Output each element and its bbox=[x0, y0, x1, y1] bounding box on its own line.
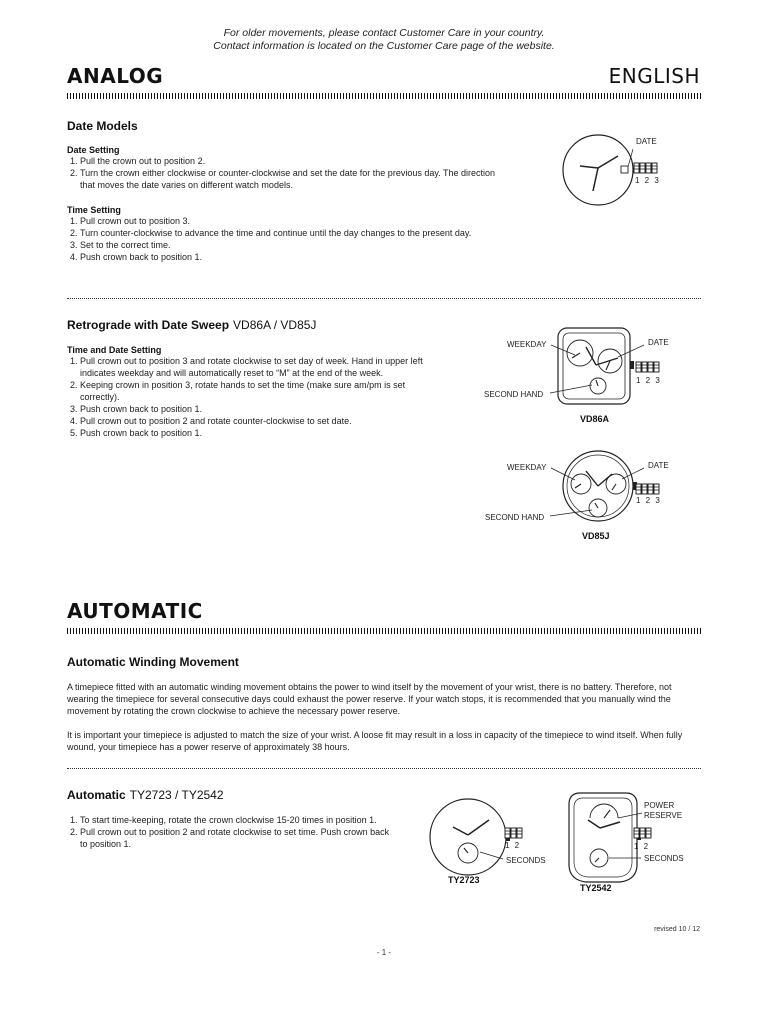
list-item: 2. Turn counter-clockwise to advance the time and continue until the day changes to the present day. bbox=[80, 227, 477, 239]
crown-icon bbox=[636, 362, 659, 372]
watch-case bbox=[569, 793, 637, 882]
automatic-ty-heading bbox=[67, 788, 224, 802]
list-item: 3. Push crown back to position 1. bbox=[80, 403, 437, 415]
automatic-ty-title: Automatic bbox=[67, 788, 126, 802]
winding-paragraph-1: A timepiece fitted with an automatic winding movement obtains the power to wind itself by the movement of your wrist, there is no battery. Therefore, not wearing the timepiece for several consecutive days could exhaust the power reserve. If your watch stops, it is recommended that you manually wind the movement by rotating the crown clockwise to achieve the necessary power reserve. bbox=[67, 682, 672, 717]
crown-positions: 1 2 3 bbox=[636, 376, 662, 385]
ty-steps bbox=[67, 814, 397, 850]
time-date-setting-label: Time and Date Setting bbox=[67, 345, 162, 355]
dotted-divider bbox=[67, 298, 701, 299]
crown-positions: 1 2 bbox=[634, 842, 650, 851]
section-ruler bbox=[67, 628, 701, 634]
list-item: 4. Pull crown out to position 2 and rotate counter-clockwise to set date. bbox=[80, 415, 437, 427]
retrograde-title: Retrograde with Date Sweep bbox=[67, 318, 230, 332]
date-label: DATE bbox=[648, 461, 669, 470]
list-item: 1. Pull crown out to position 3. bbox=[80, 215, 477, 227]
revision-note: revised 10 / 12 bbox=[654, 926, 700, 933]
hour-hand bbox=[453, 827, 468, 835]
retrograde-heading bbox=[67, 318, 316, 332]
crown-icon bbox=[634, 828, 651, 838]
page-number: - 1 - bbox=[376, 948, 392, 957]
section-ruler bbox=[67, 93, 701, 99]
date-label: DATE bbox=[648, 338, 669, 347]
list-item: 1. To start time-keeping, rotate the crown clockwise 15-20 times in position 1. bbox=[80, 814, 397, 826]
crown-icon bbox=[505, 828, 522, 838]
notice-line-1: For older movements, please contact Customer Care in your country. bbox=[223, 27, 545, 39]
list-item: 2. Keeping crown in position 3, rotate hands to set the time (make sure am/pm is set correctly). bbox=[80, 379, 437, 403]
list-item: 5. Push crown back to position 1. bbox=[80, 427, 437, 439]
date-window bbox=[621, 166, 628, 173]
time-setting-block bbox=[67, 205, 477, 263]
crown-positions: 1 2 3 bbox=[635, 176, 661, 185]
crown-positions: 1 2 3 bbox=[636, 496, 662, 505]
retrograde-models: VD86A / VD85J bbox=[233, 318, 317, 332]
date-models-heading: Date Models bbox=[67, 119, 138, 133]
time-setting-label: Time Setting bbox=[67, 205, 121, 215]
dotted-divider bbox=[67, 768, 701, 769]
hour-hand bbox=[588, 820, 600, 828]
model-label: VD86A bbox=[580, 414, 610, 424]
date-setting-label: Date Setting bbox=[67, 145, 120, 155]
model-label: TY2723 bbox=[448, 875, 480, 885]
ty-steps-block bbox=[67, 814, 397, 850]
automatic-section-title: AUTOMATIC bbox=[67, 599, 203, 623]
time-date-setting-steps bbox=[67, 355, 437, 439]
power-reserve-indicator bbox=[590, 804, 618, 818]
minute-hand bbox=[600, 822, 620, 828]
ty2723-watch-figure bbox=[425, 795, 555, 895]
crown-positions: 1 2 bbox=[505, 841, 521, 850]
time-date-setting-block bbox=[67, 345, 437, 439]
winding-paragraph-2: It is important your timepiece is adjusted to match the size of your wrist. A loose fit may result in a loss in capacity of the timepiece to wind itself. When fully wound, your timepiece has a power reserve of approximately 38 hours. bbox=[67, 730, 683, 753]
top-notice bbox=[0, 27, 768, 53]
weekday-label: WEEKDAY bbox=[507, 340, 547, 349]
seconds-label: SECONDS bbox=[644, 854, 684, 863]
second-hand-label: SECOND HAND bbox=[485, 513, 545, 522]
vd85j-watch-figure bbox=[478, 448, 688, 548]
list-item: 1. Pull the crown out to position 2. bbox=[80, 155, 497, 167]
second-hand-label: SECOND HAND bbox=[484, 390, 544, 399]
power-reserve-label-line1: POWER bbox=[644, 801, 675, 810]
list-item: 3. Set to the correct time. bbox=[80, 239, 477, 251]
minute-hand bbox=[598, 156, 618, 168]
automatic-ty-models: TY2723 / TY2542 bbox=[129, 788, 224, 802]
analog-section-title: ANALOG bbox=[67, 64, 164, 88]
notice-line-2: Contact information is located on the Customer Care page of the website. bbox=[213, 40, 555, 52]
second-hand bbox=[593, 168, 598, 191]
list-item: 4. Push crown back to position 1. bbox=[80, 251, 477, 263]
weekday-label: WEEKDAY bbox=[507, 463, 547, 472]
hour-hand bbox=[580, 166, 598, 168]
date-model-watch-figure bbox=[550, 128, 680, 208]
watch-dial bbox=[574, 798, 632, 877]
minute-hand bbox=[468, 820, 489, 835]
model-label: TY2542 bbox=[580, 883, 612, 893]
date-setting-steps bbox=[67, 155, 497, 191]
crown bbox=[630, 361, 634, 369]
power-reserve-label-line2: RESERVE bbox=[644, 811, 683, 820]
language-label: ENGLISH bbox=[608, 64, 700, 88]
time-setting-steps bbox=[67, 215, 477, 263]
list-item: 2. Turn the crown either clockwise or counter-clockwise and set the date for the previous day. The direction that moves the date varies on different watch models. bbox=[80, 167, 497, 191]
ty2542-watch-figure bbox=[558, 788, 698, 896]
date-setting-block bbox=[67, 145, 497, 191]
vd86a-watch-figure bbox=[478, 325, 688, 430]
automatic-winding-heading: Automatic Winding Movement bbox=[67, 655, 239, 669]
crown-icon bbox=[636, 484, 659, 494]
date-label: DATE bbox=[636, 137, 657, 146]
seconds-label: SECONDS bbox=[506, 856, 546, 865]
model-label: VD85J bbox=[582, 531, 610, 541]
crown-icon bbox=[634, 163, 657, 173]
list-item: 2. Pull crown out to position 2 and rotate clockwise to set time. Push crown back to position 1. bbox=[80, 826, 397, 850]
watch-dial bbox=[430, 799, 506, 875]
list-item: 1. Pull crown out to position 3 and rotate clockwise to set day of week. Hand in upper left indicates weekday and will automatically reset to “M” at the end of the week. bbox=[80, 355, 437, 379]
